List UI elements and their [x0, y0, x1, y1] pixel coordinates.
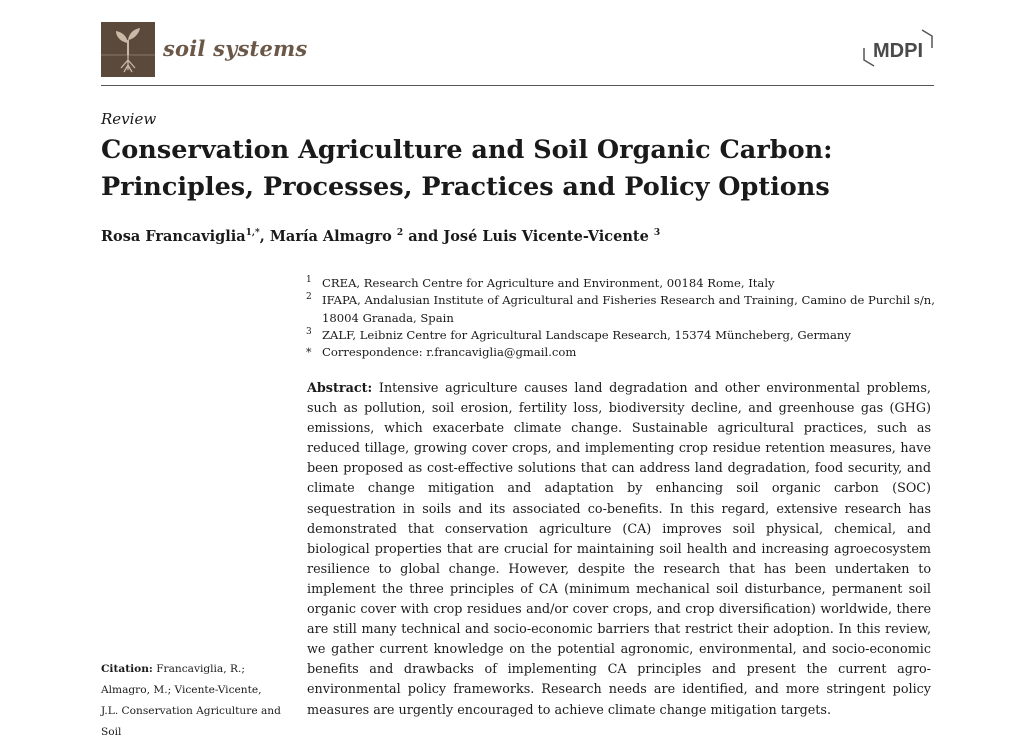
affiliation-marker: 3 [306, 326, 312, 337]
affiliation-item [306, 292, 936, 327]
mdpi-logo [862, 28, 934, 74]
author-affil-marker: 1,* [245, 228, 260, 239]
citation-box [101, 659, 281, 743]
article-title: Conservation Agriculture and Soil Organic Carbon: Principles, Processes, Practices and Policy Options [101, 135, 833, 202]
correspondence-text: Correspondence: r.francaviglia@gmail.com [322, 345, 577, 360]
affiliation-text: CREA, Research Centre for Agriculture and Environment, 00184 Rome, Italy [322, 276, 775, 290]
author-list [101, 228, 660, 245]
mdpi-logo-text: MDPI [873, 40, 923, 62]
header-divider [101, 85, 934, 86]
affiliation-text: IFAPA, Andalusian Institute of Agricultural and Fisheries Research and Training, Camino de Purchil s/n, 18004 Granada, Spain [322, 293, 935, 325]
author-separator: , [259, 228, 270, 245]
author-name: María Almagro [269, 228, 392, 245]
correspondence-marker: * [306, 346, 312, 360]
affiliation-marker: 1 [306, 275, 312, 285]
author-name: José Luis Vicente-Vicente [443, 228, 649, 245]
author-separator: and [403, 228, 444, 245]
author-affil-marker: 2 [396, 228, 404, 239]
abstract-text: Intensive agriculture causes land degradation and other environmental problems, such as pollution, soil erosion, fertility loss, biodiversity decline, and greenhouse gas (GHG) emissions, which exacerbate climate change. Sustainable agricultural practices, such as reduced tillage, growing cover crops, and implementing crop residue retention measures, have been proposed as cost-effective solutions that can address land degradation, food security, and climate change mitigation and adaptation by enhancing soil organic carbon (SOC) sequestration in soils and its associated co-benefits. In this regard, extensive research has demonstrated that conservation agriculture (CA) improves soil physical, chemical, and biological properties that are crucial for maintaining soil health and increasing agroecosystem resilience to global change. However, despite the research that has been undertaken to implement the three principles of CA (minimum mechanical soil disturbance, permanent soil organic cover with crop residues and/or cover crops, and crop diversification) worldwide, there are still many technical and socio-economic barriers that restrict their adoption. In this review, we gather current knowledge on the potential agronomic, environmental, and socio-economic benefits and drawbacks of implementing CA principles and present the current agro-environmental policy frameworks. Research needs are identified, and more stringent policy measures are urgently encouraged to achieve climate change mitigation targets. [307, 381, 931, 718]
citation-label: Citation: [101, 663, 153, 675]
affiliation-marker: 2 [306, 292, 312, 303]
abstract-label: Abstract: [307, 381, 373, 396]
affiliation-item [306, 275, 936, 292]
affiliation-item [306, 327, 936, 344]
author-affil-marker: 3 [653, 228, 661, 239]
affiliations [306, 275, 936, 361]
citation-text: Francaviglia, R.; Almagro, M.; Vicente-Vicente, J.L. Conservation Agriculture and Soil [101, 663, 281, 738]
correspondence-item [306, 344, 936, 361]
article-type: Review [101, 110, 157, 128]
abstract [307, 379, 931, 721]
author-name: Rosa Francaviglia [101, 228, 246, 245]
affiliation-text: ZALF, Leibniz Centre for Agricultural Landscape Research, 15374 Müncheberg, Germany [322, 327, 851, 342]
journal-name: soil systems [163, 36, 308, 61]
journal-logo [101, 22, 155, 77]
